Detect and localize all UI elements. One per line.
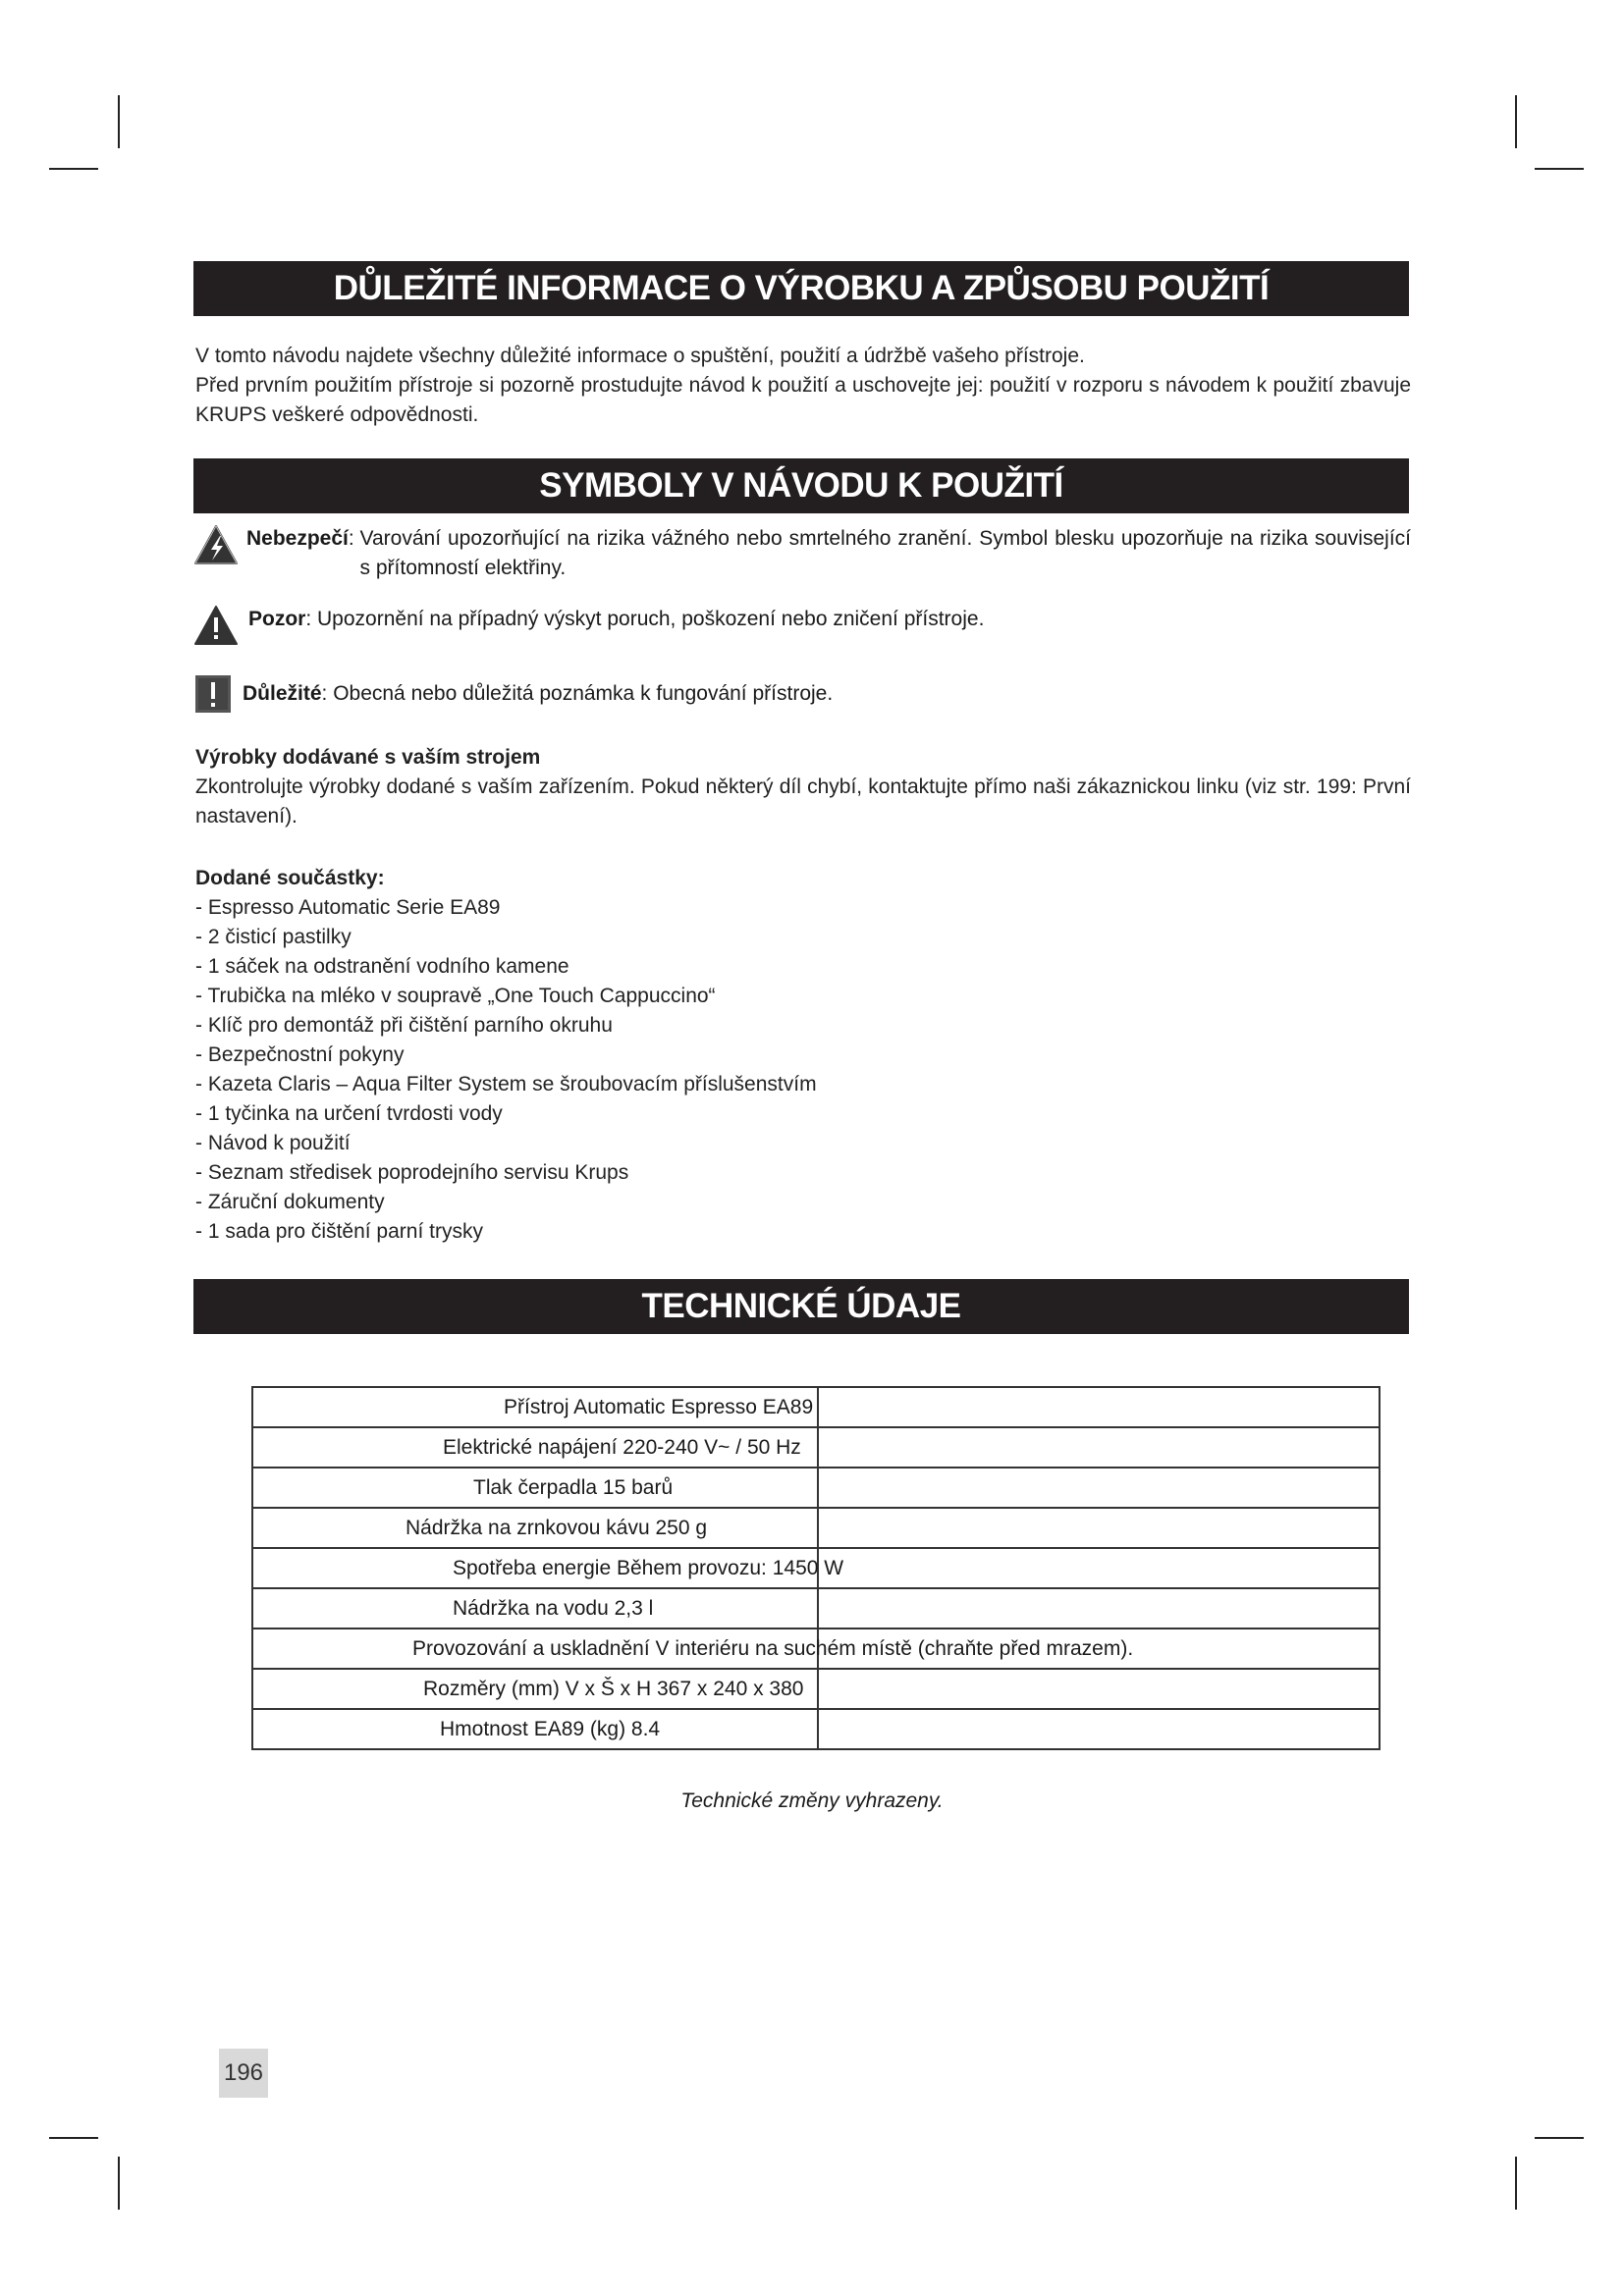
caution-text: Upozornění na případný výskyt poruch, poškození nebo zničení přístroje. [317,608,985,630]
spec-cell: Elektrické napájení 220-240 V~ / 50 Hz [443,1435,801,1459]
list-item: - 1 sáček na odstranění vodního kamene [195,955,569,978]
intro-line-2: Před prvním použitím přístroje si pozorně prostudujte návod k použití a uschovejte jej: použití v rozporu s návodem k použití zbavuje KRUPS veškeré odpovědnosti. [195,374,1411,426]
list-item: - Seznam středisek poprodejního servisu Krups [195,1161,629,1184]
crop-mark [1515,2157,1517,2210]
section-title-technical: TECHNICKÉ ÚDAJE [193,1279,1409,1334]
list-item: - Kazeta Claris – Aqua Filter System se šroubovacím příslušenstvím [195,1073,817,1095]
list-item: - Návod k použití [195,1132,351,1154]
spec-cell: Rozměry (mm) V x Š x H 367 x 240 x 380 [423,1677,804,1700]
crop-mark [1515,95,1517,148]
parts-heading: Dodané součástky: [195,867,385,889]
table-row [252,1669,1380,1709]
page-number: 196 [219,2049,268,2098]
table-row [252,1629,1380,1669]
important-label: Důležité [243,682,322,705]
spec-cell: Provozování a uskladnění V interiéru na suchém místě (chraňte před mrazem). [412,1636,1134,1660]
spec-cell: Tlak čerpadla 15 barů [473,1475,674,1499]
parts-section [195,864,1411,1247]
crop-mark [1535,168,1584,170]
spec-cell: Spotřeba energie Během provozu: 1450 W [453,1556,844,1579]
table-row [252,1709,1380,1749]
table-row [252,1548,1380,1588]
important-text: Obecná nebo důležitá poznámka k fungování přístroje. [333,682,834,705]
list-item: - Klíč pro demontáž při čištění parního okruhu [195,1014,613,1037]
danger-label: Nebezpečí [246,527,349,550]
crop-mark [49,2137,98,2139]
supplied-text: Zkontrolujte výrobky dodané s vaším zařízením. Pokud některý díl chybí, kontaktujte přímo naši zákaznickou linku (viz str. 199: První nastavení). [195,775,1411,828]
table-row [252,1508,1380,1548]
list-item: - 1 sada pro čištění parní trysky [195,1220,483,1243]
exclamation-warning-icon [193,605,239,655]
caution-label: Pozor [248,608,306,630]
supplied-section [195,743,1411,831]
danger-text: Varování upozorňující na rizika vážného nebo smrtelného zranění. Symbol blesku upozorňuje na rizika související s přítomností elektřiny. [359,527,1411,579]
spec-cell: Nádržka na vodu 2,3 l [453,1596,654,1620]
spec-cell: Nádržka na zrnkovou kávu 250 g [406,1516,708,1539]
intro-line-1: V tomto návodu najdete všechny důležité informace o spuštění, použití a údržbě vašeho přístroje. [195,345,1085,367]
intro-text [195,342,1411,430]
supplied-heading: Výrobky dodávané s vaším strojem [195,746,541,769]
table-row [252,1427,1380,1468]
list-item: - Záruční dokumenty [195,1191,385,1213]
technical-note: Technické změny vyhrazeny. [680,1789,944,1812]
table-row [252,1387,1380,1427]
crop-mark [118,2157,120,2210]
crop-mark [49,168,98,170]
crop-mark [118,95,120,148]
important-note-icon [195,675,231,721]
section-title-important: DŮLEŽITÉ INFORMACE O VÝROBKU A ZPŮSOBU POUŽITÍ [193,261,1409,316]
list-item: - 1 tyčinka na určení tvrdosti vody [195,1102,503,1125]
section-title-symbols: SYMBOLY V NÁVODU K POUŽITÍ [193,458,1409,513]
list-item: - Espresso Automatic Serie EA89 [195,896,501,919]
spec-cell: Přístroj Automatic Espresso EA89 [504,1395,814,1418]
list-item: - Trubička na mléko v soupravě „One Touch Cappuccino“ [195,985,716,1007]
spec-table [251,1386,1380,1750]
spec-cell: Hmotnost EA89 (kg) 8.4 [440,1717,661,1740]
table-row [252,1588,1380,1629]
list-item: - Bezpečnostní pokyny [195,1043,405,1066]
table-row [252,1468,1380,1508]
list-item: - 2 čisticí pastilky [195,926,352,948]
lightning-warning-icon [193,524,239,574]
crop-mark [1535,2137,1584,2139]
